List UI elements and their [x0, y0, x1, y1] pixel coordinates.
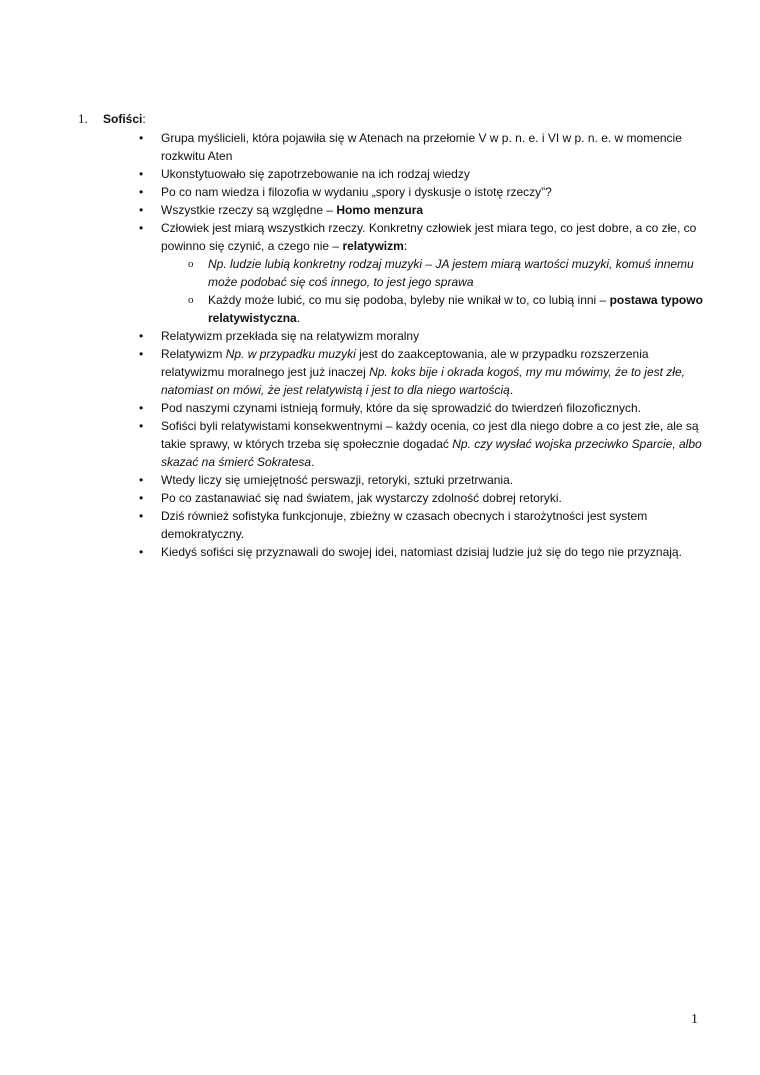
- list-item: • Wtedy liczy się umiejętność perswazji, retoryki, sztuki przetrwania.: [161, 471, 704, 489]
- page-number: 1: [691, 1012, 698, 1027]
- bold-term: Homo menzura: [336, 203, 424, 217]
- sub-list-item: o Każdy może lubić, co mu się podoba, byleby nie wnikał w to, co lubią inni – postawa typowo relatywistyczna.: [208, 291, 704, 327]
- list-item: • Po co zastanawiać się nad światem, jak wystarczy zdolność dobrej retoryki.: [161, 489, 704, 507]
- section-title: Sofiści: [103, 112, 143, 126]
- bullet-list: [78, 129, 704, 561]
- bold-term: relatywizm: [342, 239, 404, 253]
- list-item: • Dziś również sofistyka funkcjonuje, zbieżny w czasach obecnych i starożytności jest system demokratyczny.: [161, 507, 704, 543]
- list-item: • Człowiek jest miarą wszystkich rzeczy. Konkretny człowiek jest miara tego, co jest dobre, a co złe, co powinno się czynić, a czego nie – relatywizm: o Np. ludzie lubią konkretny rodzaj muzyki – JA jestem miarą wartości muzyki, komuś innemu może podobać się coś innego, to jest jego sprawa o Każdy może lubić, co mu się podoba, byleby nie wnikał w to, co lubią inni – postawa typowo relatywistyczna.: [161, 219, 704, 327]
- list-item: • Grupa myślicieli, która pojawiła się w Atenach na przełomie V w p. n. e. i VI w p. n. e. w momencie rozkwitu Aten: [161, 129, 704, 165]
- list-item: • Sofiści byli relatywistami konsekwentnymi – każdy ocenia, co jest dla niego dobre a co jest złe, ale są takie sprawy, w których trzeba się społecznie dogadać Np. czy wysłać wojska przeciwko Sparcie, albo skazać na śmierć Sokratesa.: [161, 417, 704, 471]
- section-number: 1.: [78, 111, 88, 126]
- bold-term: postawa typowo relatywistyczna: [208, 293, 703, 325]
- sub-list: [161, 255, 704, 327]
- list-item: • Wszystkie rzeczy są względne – Homo menzura: [161, 201, 704, 219]
- list-item: • Ukonstytuowało się zapotrzebowanie na ich rodzaj wiedzy: [161, 165, 704, 183]
- sub-list-item: o Np. ludzie lubią konkretny rodzaj muzyki – JA jestem miarą wartości muzyki, komuś innemu może podobać się coś innego, to jest jego sprawa: [208, 255, 704, 291]
- section-heading: [78, 110, 704, 129]
- list-item: • Pod naszymi czynami istnieją formuły, które da się sprowadzić do twierdzeń filozoficznych.: [161, 399, 704, 417]
- list-item: • Po co nam wiedza i filozofia w wydaniu „spory i dyskusje o istotę rzeczy”?: [161, 183, 704, 201]
- notes-content: [78, 110, 704, 561]
- list-item: • Relatywizm przekłada się na relatywizm moralny: [161, 327, 704, 345]
- section-title-suffix: :: [142, 112, 146, 126]
- list-item: • Relatywizm Np. w przypadku muzyki jest do zaakceptowania, ale w przypadku rozszerzenia relatywizmu moralnego jest już inaczej Np. koks bije i okrada kogoś, my mu mówimy, że to jest złe, natomiast on mówi, że jest relatywistą i jest to dla niego wartością.: [161, 345, 704, 399]
- list-item: • Kiedyś sofiści się przyznawali do swojej idei, natomiast dzisiaj ludzie już się do tego nie przyznają.: [161, 543, 704, 561]
